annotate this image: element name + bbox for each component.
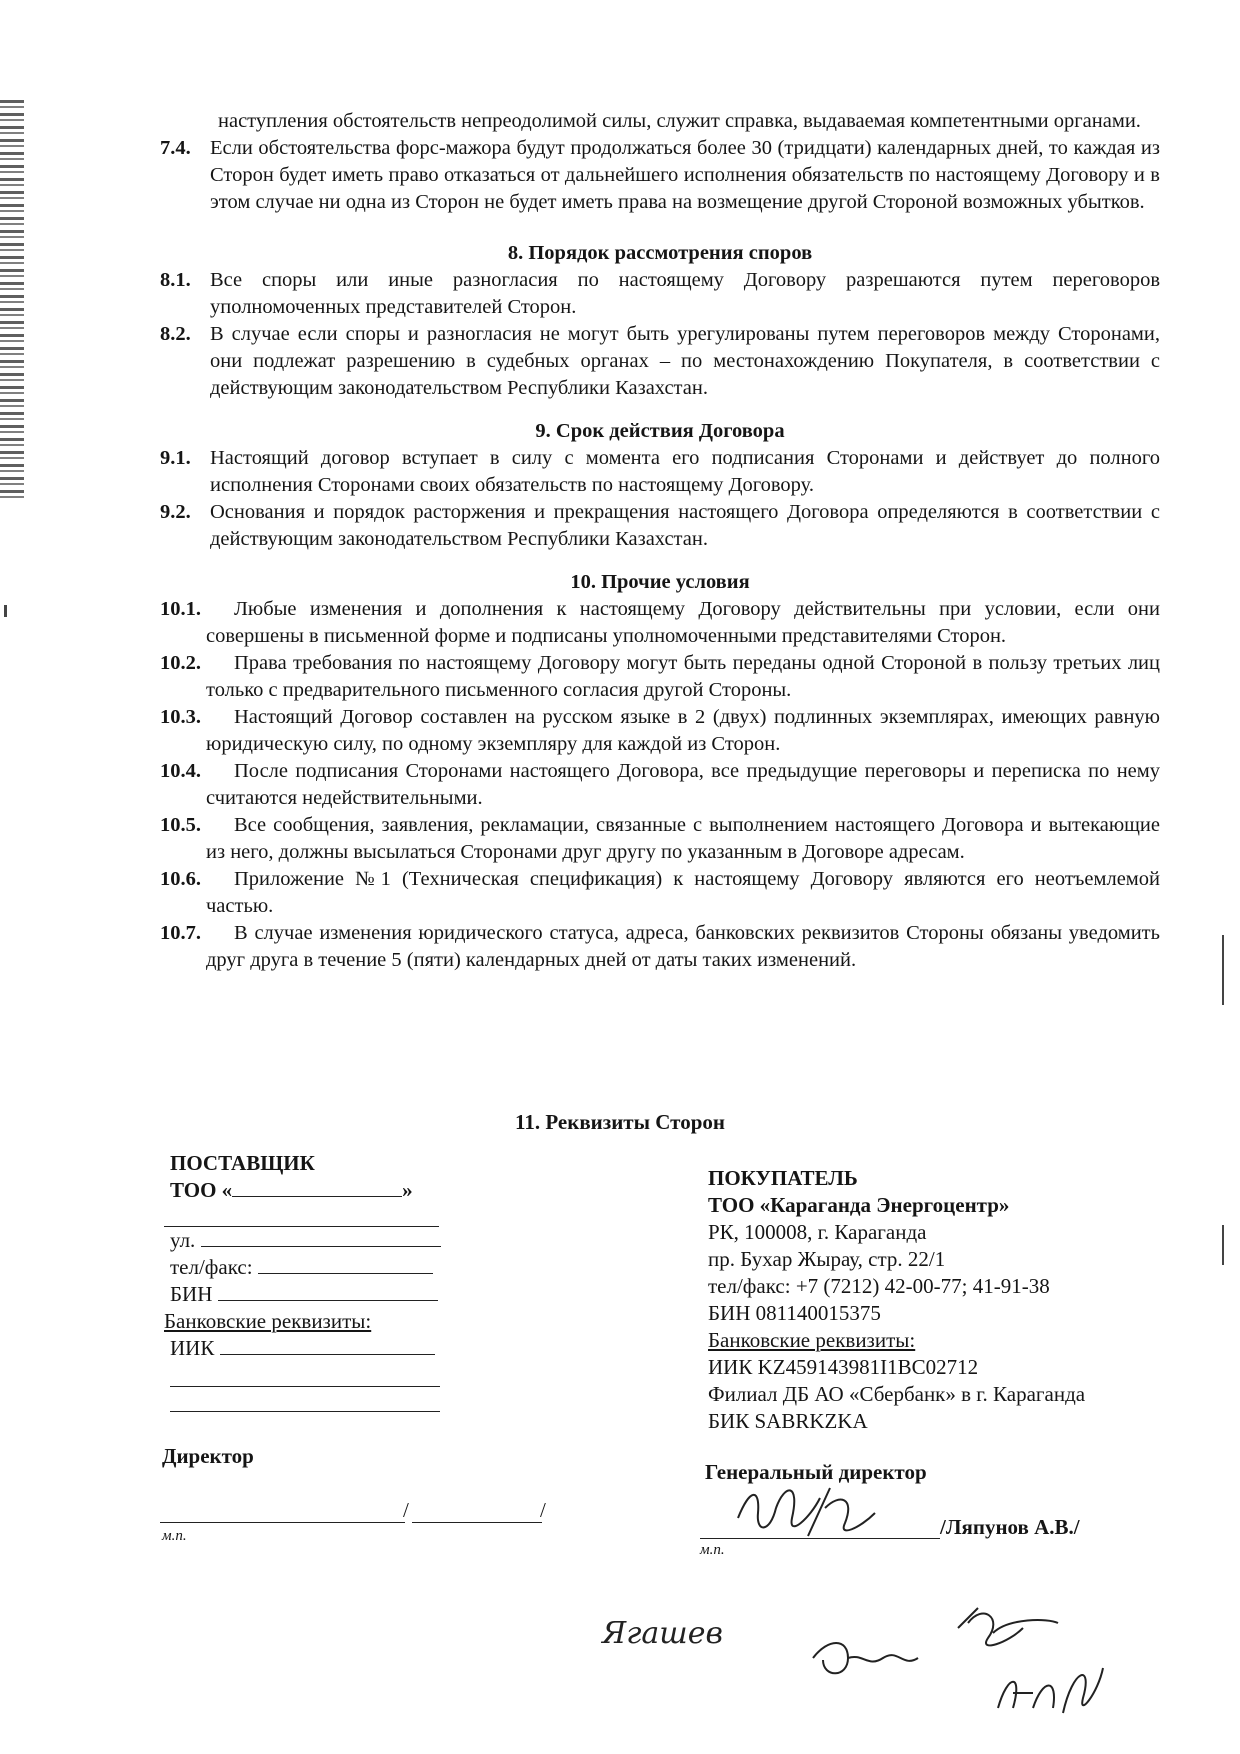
clause-text: Приложение №1 (Техническая спецификация) к настоящему Договору являются его неотъемлемой частью. [206,868,1160,917]
supplier-director-label: Директор [162,1444,254,1468]
clause-10-1 [160,596,1160,650]
clause-10-4 [160,758,1160,812]
scan-edge-mark [1222,935,1224,1005]
slash-separator: / [540,1498,546,1522]
buyer-city: РК, 100008, г. Караганда [708,1220,927,1244]
blank-line [164,1206,439,1227]
clause-number: 9.2. [160,501,191,523]
blank-line [170,1366,440,1387]
clause-text: В случае изменения юридического статуса, адреса, банковских реквизитов Стороны обязаны уведомить друг друга в течение 5 (пяти) календарных дней от даты таких изменений. [206,922,1160,971]
clause-text: Все сообщения, заявления, рекламации, связанные с выполнением настоящего Договора и вытекающие из него, должны высылаться Сторонами друг другу по указанным в Договоре адресам. [206,814,1160,863]
iik-blank [220,1336,435,1355]
contract-body [160,108,1160,974]
clause-10-6 [160,866,1160,920]
clause-text: В случае если споры и разногласия не могут быть урегулированы путем переговоров между Сторонами, они подлежат разрешению в судебных органах – по местонахождению Покупателя, в соответствии с действующим законодательством Республики Казахстан. [210,323,1160,399]
org-suffix: » [402,1178,413,1202]
clause-number: 10.2. [160,652,201,674]
scan-edge-mark [1222,1225,1224,1265]
phone-label: тел/факс: [170,1255,253,1279]
section-9-title: 9. Срок действия Договора [535,420,785,442]
buyer-phone: тел/факс: +7 (7212) 42-00-77; 41-91-38 [708,1274,1050,1298]
clause-number: 8.2. [160,323,191,345]
clause-10-2 [160,650,1160,704]
clause-number: 10.7. [160,922,201,944]
buyer-bik: БИК SABRKZKA [708,1409,868,1433]
clause-number: 10.1. [160,598,201,620]
buyer-director-label: Генеральный директор [705,1460,927,1484]
buyer-address: пр. Бухар Жырау, стр. 22/1 [708,1247,946,1271]
section-8-title: 8. Порядок рассмотрения споров [507,242,813,264]
clause-7-4 [160,135,1160,216]
street-blank [201,1228,441,1247]
requisites-title: 11. Реквизиты Сторон [515,1110,725,1134]
supplier-name-line [412,1520,542,1523]
scan-mark [4,605,7,617]
clause-text: Права требования по настоящему Договору могут быть переданы одной Стороной в пользу третьих лиц только с предварительного письменного согласия другой Стороны. [206,652,1160,701]
clause-8-1 [160,267,1160,321]
director-signature [730,1478,880,1548]
buyer-bank-label: Банковские реквизиты: [708,1328,916,1352]
clause-7-3-tail [160,108,1160,135]
clause-8-2 [160,321,1160,402]
supplier-requisites [164,1150,490,1412]
clause-text: Основания и порядок расторжения и прекращения настоящего Договора определяются в соответствии с действующим законодательством Республики Казахстан. [210,501,1160,550]
clause-text: После подписания Сторонами настоящего Договора, все предыдущие переговоры и переписка по нему считаются недействительными. [206,760,1160,809]
supplier-bank-label: Банковские реквизиты: [164,1309,372,1333]
buyer-org: ТОО «Караганда Энергоцентр» [708,1193,1010,1217]
supplier-phone [170,1254,490,1281]
handwritten-signatures-cluster [808,1598,1108,1738]
clause-number: 10.5. [160,814,201,836]
section-10-title: 10. Прочие условия [570,571,750,593]
street-label: ул. [170,1228,196,1252]
buyer-branch: Филиал ДБ АО «Сбербанк» в г. Караганда [708,1382,1086,1406]
clause-text: Любые изменения и дополнения к настоящему Договору действительны при условии, если они совершены в письменной форме и подписаны уполномоченными представителями Сторон. [206,598,1160,647]
clause-number: 10.3. [160,706,201,728]
blank-line [170,1391,440,1412]
handwritten-initials-signature [600,1605,750,1660]
bin-blank [218,1282,438,1301]
supplier-signature-line [160,1520,405,1523]
supplier-street [170,1227,490,1254]
supplier-bin [170,1281,490,1308]
org-name-blank [232,1178,402,1197]
phone-blank [258,1255,433,1274]
slash-separator: / [403,1498,409,1522]
clause-text: Все споры или иные разногласия по настоящему Договору разрешаются путем переговоров уполномоченных представителей Сторон. [210,269,1160,318]
clause-9-1 [160,445,1160,499]
bin-label: БИН [170,1282,213,1306]
iik-label: ИИК [170,1336,215,1360]
supplier-heading: ПОСТАВЩИК [170,1151,315,1175]
buyer-requisites [708,1165,1168,1435]
buyer-signer: /Ляпунов А.В./ [940,1515,1080,1539]
buyer-stamp-place: м.п. [700,1542,725,1558]
clause-10-3 [160,704,1160,758]
clause-text: наступления обстоятельств непреодолимой силы, служит справка, выдаваемая компетентными органами. [218,110,1141,132]
clause-text: Настоящий Договор составлен на русском языке в 2 (двух) подлинных экземплярах, имеющих равную юридическую силу, по одному экземпляру для каждой из Сторон. [206,706,1160,755]
clause-number: 10.6. [160,868,201,890]
clause-text: Настоящий договор вступает в силу с момента его подписания Сторонами и действует до полного исполнения Сторонами своих обязательств по настоящему Договору. [210,447,1160,496]
clause-number: 7.4. [160,137,191,159]
clause-10-5 [160,812,1160,866]
supplier-stamp-place: м.п. [162,1528,187,1544]
clause-text: Если обстоятельства форс-мажора будут продолжаться более 30 (тридцати) календарных дней, то каждая из Сторон будет иметь право отказаться от дальнейшего исполнения обязательств по настоящему Договору и в этом случае ни одна из Сторон не будет иметь права на возмещение другой Стороной возможных убытков. [210,137,1160,213]
supplier-org [170,1177,490,1204]
signature-text: Ягашев [602,1616,723,1651]
clause-number: 8.1. [160,269,191,291]
buyer-iik: ИИК KZ459143981I1BC02712 [708,1355,979,1379]
buyer-bin: БИН 081140015375 [708,1301,881,1325]
clause-10-7 [160,920,1160,974]
clause-number: 10.4. [160,760,201,782]
scan-barcode-strip [0,100,24,500]
supplier-iik [170,1335,490,1362]
clause-9-2 [160,499,1160,553]
org-prefix: ТОО « [170,1178,233,1202]
clause-number: 9.1. [160,447,191,469]
buyer-heading: ПОКУПАТЕЛЬ [708,1166,858,1190]
